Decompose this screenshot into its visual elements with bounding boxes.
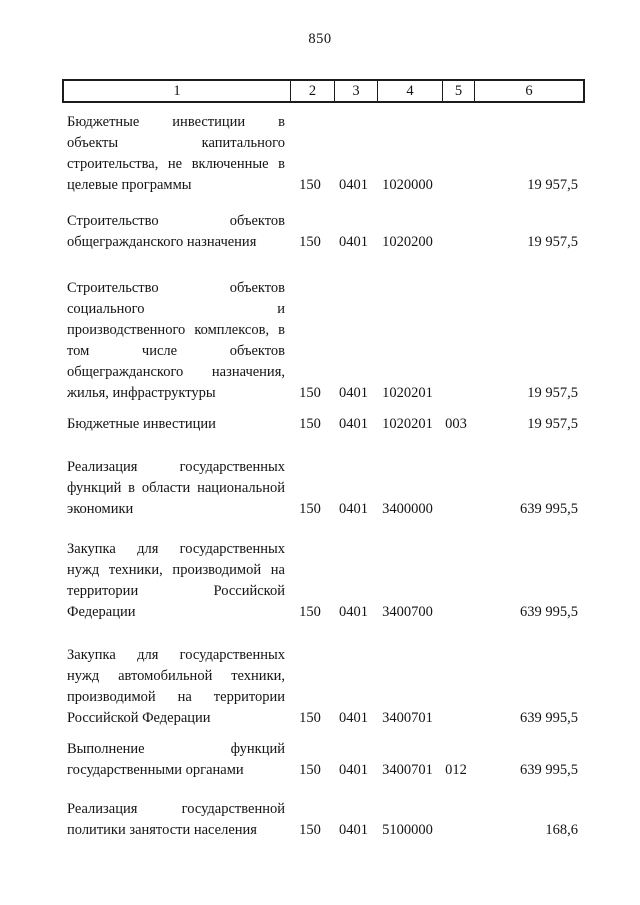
text-line: строительства, не включенные в xyxy=(67,156,285,172)
text-line: экономики xyxy=(67,501,134,517)
cell-chapter-code: 150 xyxy=(299,234,321,250)
cell-amount: 639 995,5 xyxy=(520,762,578,778)
cell-chapter-code: 150 xyxy=(299,710,321,726)
table-row xyxy=(62,645,585,729)
table-row xyxy=(62,457,585,520)
cell-target-article: 5100000 xyxy=(382,822,433,838)
text-line: Российской Федерации xyxy=(67,710,211,726)
text-line: Выполнение функций xyxy=(67,741,285,757)
cell-section-code: 0401 xyxy=(339,822,368,838)
text-line: функций в области национальной xyxy=(67,480,285,496)
text-line: жилья, инфраструктуры xyxy=(67,385,216,401)
cell-chapter-code: 150 xyxy=(299,822,321,838)
text-line: Закупка для государственных xyxy=(67,541,285,557)
text-line: социального и xyxy=(67,301,285,317)
text-line: производственного комплексов, в xyxy=(67,322,285,338)
text-line: Реализация государственной xyxy=(67,801,285,817)
row-description xyxy=(62,112,288,196)
row-description xyxy=(62,539,288,623)
row-description xyxy=(62,645,288,729)
text-line: том числе объектов xyxy=(67,343,285,359)
table-row xyxy=(62,739,585,781)
text-line: Закупка для государственных xyxy=(67,647,285,663)
table-row xyxy=(62,112,585,196)
cell-section-code: 0401 xyxy=(339,416,368,432)
text-line: целевые программы xyxy=(67,177,192,193)
text-line: Бюджетные инвестиции в xyxy=(67,114,285,130)
table-row xyxy=(62,211,585,253)
cell-chapter-code: 150 xyxy=(299,177,321,193)
cell-target-article: 3400701 xyxy=(382,762,433,778)
cell-amount: 639 995,5 xyxy=(520,710,578,726)
cell-chapter-code: 150 xyxy=(299,501,321,517)
row-description xyxy=(62,799,288,841)
header-cell-1: 1 xyxy=(173,82,181,99)
cell-chapter-code: 150 xyxy=(299,604,321,620)
cell-amount: 168,6 xyxy=(545,822,578,838)
table-row xyxy=(62,278,585,404)
text-line: общегражданского назначения, xyxy=(67,364,285,380)
cell-chapter-code: 150 xyxy=(299,762,321,778)
cell-section-code: 0401 xyxy=(339,177,368,193)
text-line: нужд автомобильной техники, xyxy=(67,668,285,684)
cell-chapter-code: 150 xyxy=(299,416,321,432)
cell-target-article: 3400000 xyxy=(382,501,433,517)
cell-section-code: 0401 xyxy=(339,710,368,726)
text-line: Строительство объектов xyxy=(67,213,285,229)
text-line: нужд техники, производимой на xyxy=(67,562,285,578)
text-line: производимой на территории xyxy=(67,689,285,705)
cell-amount: 19 957,5 xyxy=(527,177,578,193)
table-row xyxy=(62,799,585,841)
cell-section-code: 0401 xyxy=(339,604,368,620)
cell-target-article: 1020200 xyxy=(382,234,433,250)
cell-section-code: 0401 xyxy=(339,385,368,401)
table-row xyxy=(62,539,585,623)
cell-target-article: 3400701 xyxy=(382,710,433,726)
text-line: общегражданского назначения xyxy=(67,234,257,250)
page-number: 850 xyxy=(308,31,332,47)
cell-target-article: 3400700 xyxy=(382,604,433,620)
header-cell-4: 4 xyxy=(377,81,442,101)
text-line: Строительство объектов xyxy=(67,280,285,296)
header-cell-5: 5 xyxy=(442,81,474,101)
cell-target-article: 1020201 xyxy=(382,416,433,432)
header-cell-6: 6 xyxy=(474,81,583,101)
table-header-row xyxy=(62,79,585,103)
text-line: Бюджетные инвестиции xyxy=(67,416,216,432)
row-description xyxy=(62,457,288,520)
cell-amount: 19 957,5 xyxy=(527,416,578,432)
text-line: государственными органами xyxy=(67,762,244,778)
cell-section-code: 0401 xyxy=(339,501,368,517)
text-line: объекты капитального xyxy=(67,135,285,151)
row-description xyxy=(62,414,288,435)
cell-amount: 19 957,5 xyxy=(527,385,578,401)
table-row xyxy=(62,414,585,435)
text-line: территории Российской xyxy=(67,583,285,599)
cell-target-article: 1020201 xyxy=(382,385,433,401)
cell-section-code: 0401 xyxy=(339,234,368,250)
cell-expense-type: 003 xyxy=(445,416,467,432)
cell-amount: 639 995,5 xyxy=(520,604,578,620)
text-line: политики занятости населения xyxy=(67,822,257,838)
cell-expense-type: 012 xyxy=(445,762,467,778)
text-line: Федерации xyxy=(67,604,136,620)
row-description xyxy=(62,278,288,404)
cell-amount: 19 957,5 xyxy=(527,234,578,250)
cell-target-article: 1020000 xyxy=(382,177,433,193)
row-description xyxy=(62,211,288,253)
cell-amount: 639 995,5 xyxy=(520,501,578,517)
cell-chapter-code: 150 xyxy=(299,385,321,401)
row-description xyxy=(62,739,288,781)
text-line: Реализация государственных xyxy=(67,459,285,475)
header-cell-2: 2 xyxy=(290,81,334,101)
header-cell-3: 3 xyxy=(334,81,377,101)
table-body xyxy=(62,112,585,841)
cell-section-code: 0401 xyxy=(339,762,368,778)
